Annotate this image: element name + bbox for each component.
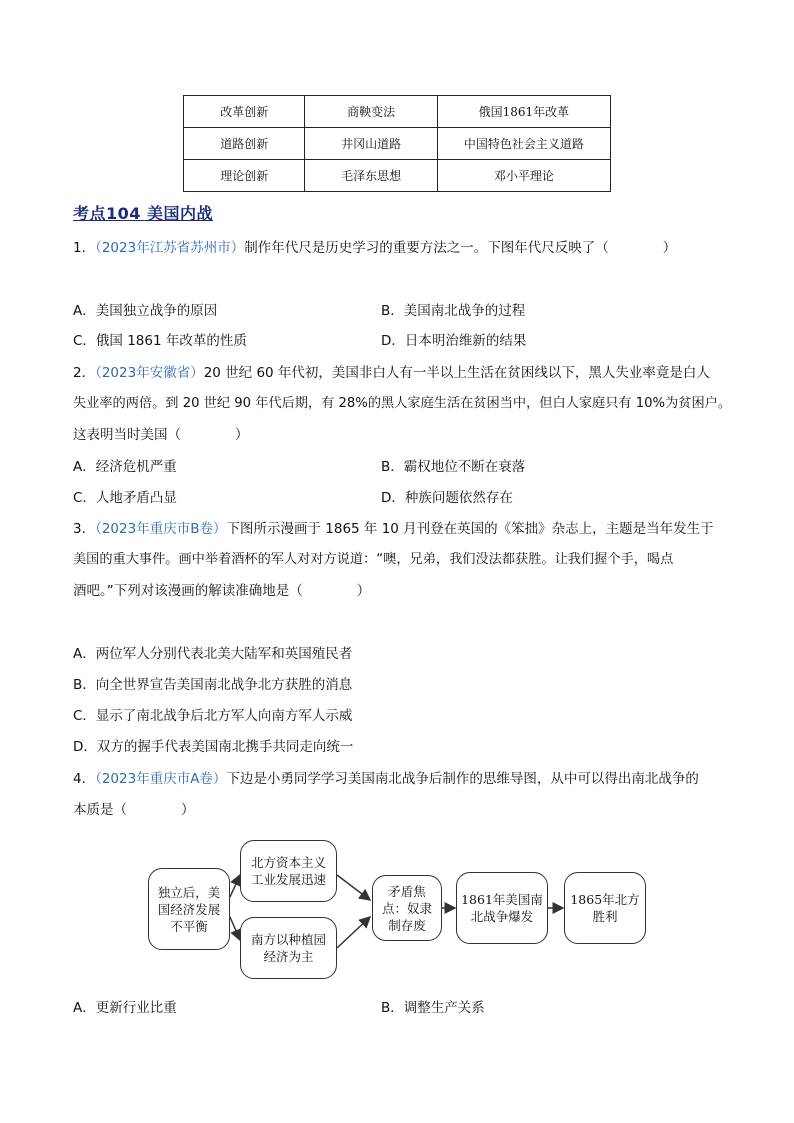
table-cell: 中国特色社会主义道路 <box>437 128 610 160</box>
arrow <box>337 917 370 948</box>
question-4-stem <box>73 769 699 789</box>
question-source: （2023年安徽省） <box>95 365 204 381</box>
option-b[interactable]: B．向全世界宣告美国南北战争北方获胜的消息 <box>73 677 353 693</box>
option-b[interactable]: B．霸权地位不断在衰落 <box>381 459 526 475</box>
mind-map-node: 独立后，美国经济发展不平衡 <box>148 868 230 950</box>
table-cell: 俄国1861年改革 <box>437 96 610 128</box>
question-text: 本质是（ ） <box>73 802 195 818</box>
question-3-stem <box>73 519 714 539</box>
mind-map <box>140 835 660 990</box>
table-cell: 改革创新 <box>184 96 305 128</box>
question-text: 这表明当时美国（ ） <box>73 427 249 443</box>
arrow <box>230 917 240 940</box>
question-source: （2023年重庆市A卷） <box>95 771 227 787</box>
question-text: 美国的重大事件。画中举着酒杯的军人对对方说道：“噢，兄弟，我们没法都获胜。让我们握个手，喝点 <box>73 552 674 567</box>
question-source: （2023年江苏省苏州市） <box>95 240 245 256</box>
table-cell: 井冈山道路 <box>305 128 437 160</box>
option-c[interactable]: C．人地矛盾凸显 <box>73 490 177 506</box>
question-number: 4． <box>73 771 96 787</box>
option-a[interactable]: A．两位军人分别代表北美大陆军和英国殖民者 <box>73 646 353 662</box>
mind-map-node: 南方以种植园经济为主 <box>240 917 337 979</box>
question-source: （2023年重庆市B卷） <box>95 521 227 537</box>
question-text: 20 世纪 60 年代初，美国非白人有一半以上生活在贫困线以下，黑人失业率竟是白人 <box>203 365 710 381</box>
table-cell: 邓小平理论 <box>437 160 610 192</box>
option-a[interactable]: A．美国独立战争的原因 <box>73 303 218 319</box>
option-a[interactable]: A．经济危机严重 <box>73 459 177 475</box>
question-number: 1． <box>73 240 96 256</box>
question-number: 3． <box>73 521 96 537</box>
question-1-stem <box>73 238 676 258</box>
question-2-stem <box>73 363 710 383</box>
arrow <box>230 875 240 897</box>
section-title: 考点104 美国内战 <box>73 204 213 223</box>
option-d[interactable]: D．日本明治维新的结果 <box>381 333 527 349</box>
question-text: 下边是小勇同学学习美国南北战争后制作的思维导图，从中可以得出南北战争的 <box>226 771 699 787</box>
table-cell: 理论创新 <box>184 160 305 192</box>
option-c[interactable]: C．俄国 1861 年改革的性质 <box>73 333 247 349</box>
question-text: 失业率的两倍。到 20 世纪 90 年代后期，有 28%的黑人家庭生活在贫困当中，但白人家庭只有 10%为贫困户。 <box>73 396 732 411</box>
option-a[interactable]: A．更新行业比重 <box>73 1000 177 1016</box>
table-cell: 道路创新 <box>184 128 305 160</box>
option-c[interactable]: C．显示了南北战争后北方军人向南方军人示威 <box>73 708 353 724</box>
table-cell: 商鞅变法 <box>305 96 437 128</box>
question-text: 制作年代尺是历史学习的重要方法之一。下图年代尺反映了（ ） <box>244 240 677 256</box>
mind-map-node: 北方资本主义工业发展迅速 <box>240 840 337 902</box>
mind-map-node: 1865年北方胜利 <box>564 872 646 944</box>
option-d[interactable]: D．双方的握手代表美国南北携手共同走向统一 <box>73 739 354 755</box>
table-cell: 毛泽东思想 <box>305 160 437 192</box>
option-d[interactable]: D．种族问题依然存在 <box>381 490 513 506</box>
arrow <box>337 875 370 900</box>
question-text: 下图所示漫画于 1865 年 10 月刊登在英国的《笨拙》杂志上，主题是当年发生于 <box>226 521 714 537</box>
mind-map-node: 1861年美国南北战争爆发 <box>456 872 548 944</box>
question-number: 2． <box>73 365 96 381</box>
option-b[interactable]: B．调整生产关系 <box>381 1000 485 1016</box>
table-row <box>184 128 611 160</box>
option-b[interactable]: B．美国南北战争的过程 <box>381 303 526 319</box>
innovation-table <box>183 95 611 192</box>
table-row <box>184 160 611 192</box>
mind-map-node: 矛盾焦点：奴隶制存废 <box>372 875 442 941</box>
question-text: 酒吧。”下列对该漫画的解读准确地是（ ） <box>73 583 371 599</box>
table-row <box>184 96 611 128</box>
